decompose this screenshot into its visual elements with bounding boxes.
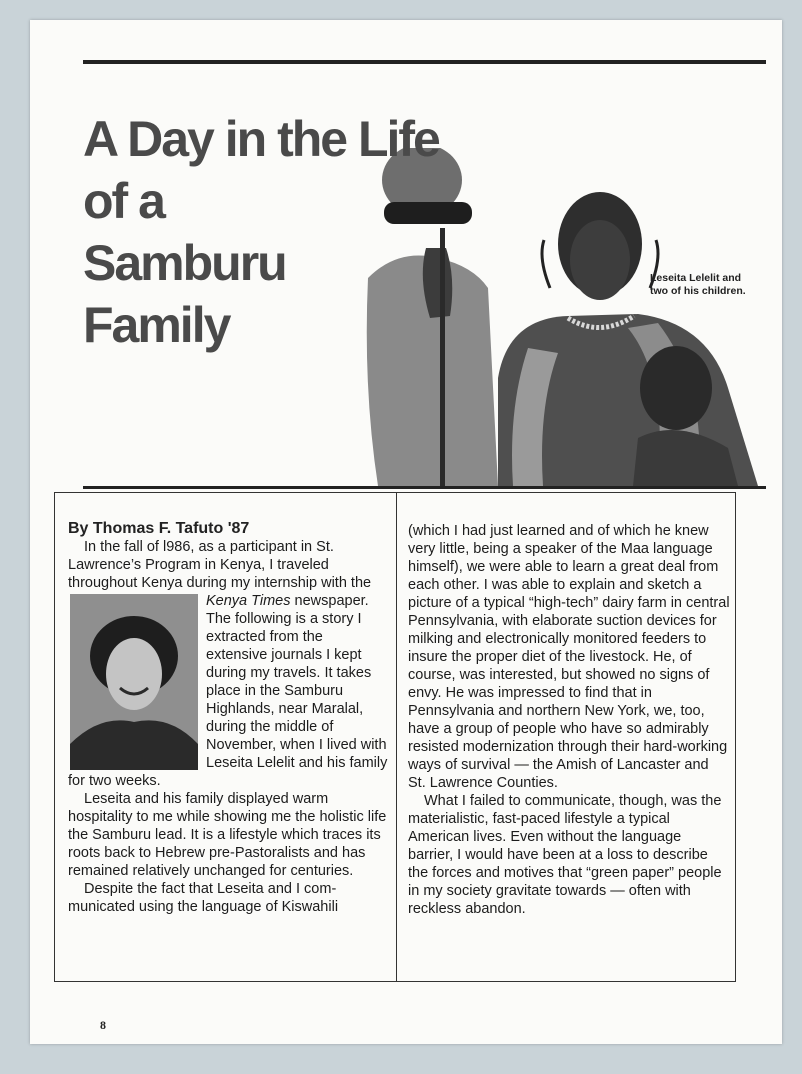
title-line-4: Family [83, 297, 230, 353]
title-line-1: A Day in the Life [83, 111, 439, 167]
article-title [83, 108, 543, 356]
paragraph-1-text-a: In the fall of l986, as a participant in St. Lawrence’s Program in Kenya, I traveled throughout Kenya during my internship with the [68, 539, 372, 591]
middle-rule [83, 486, 766, 489]
byline: By Thomas F. Tafuto '87 [68, 520, 250, 537]
photo-caption [650, 272, 768, 298]
paragraph-4: What I failed to communicate, though, was the materialistic, fast-paced lifestyle a typical American lives. Even without the language barrier, I would have been at a loss to describe the forces and motives that “green paper” people in my society gravitate towards — often with reckless abandon. [408, 793, 722, 917]
page-number: 8 [100, 1018, 106, 1032]
author-headshot [70, 594, 198, 770]
paragraph-1-text-b: newspaper. The following is a story I extracted from the extensive journals I kept during my travels. It takes place in the Samburu Highlands, near Maralal, during the middle of November, when I lived with Leseita Lelelit and his family for two weeks. [68, 593, 388, 789]
column-divider [396, 492, 397, 982]
caption-line-1: Leseita Lelelit and [650, 272, 742, 284]
article-column-left [68, 520, 388, 916]
paragraph-1 [68, 538, 388, 790]
title-line-3: Samburu [83, 235, 286, 291]
caption-line-2: two of his children. [650, 285, 746, 297]
newspaper-name: Kenya Times [206, 593, 291, 609]
article-column-right [408, 522, 730, 918]
paragraph-2: Leseita and his family displayed warm hospitality to me while showing me the holistic life the Samburu lead. It is a lifestyle which traces its roots back to Hebrew pre-Pastoralists and has remained relatively unchanged for centuries. [68, 791, 387, 879]
paragraph-3-start: Despite the fact that Leseita and I com-municated using the language of Kiswahili [68, 881, 339, 915]
title-line-2: of a [83, 173, 164, 229]
paragraph-3-continued: (which I had just learned and of which he knew very little, being a speaker of the Maa language himself), we were able to learn a great deal from each other. I was able to explain and sketch a picture of a typical “high-tech” dairy farm in central Pennsylvania, with elaborate suction devices for milking and electronically monitored feeders to insure the proper diet of the livestock. He, of course, was interested, but showed no signs of envy. He was impressed to find that in Pennsylvania and northern New York, we, too, have a group of people who have so admirably resisted modernization through their hard-working ways of survival — the Amish of Lancaster and St. Lawrence Counties. [408, 523, 730, 791]
top-rule [83, 60, 766, 64]
